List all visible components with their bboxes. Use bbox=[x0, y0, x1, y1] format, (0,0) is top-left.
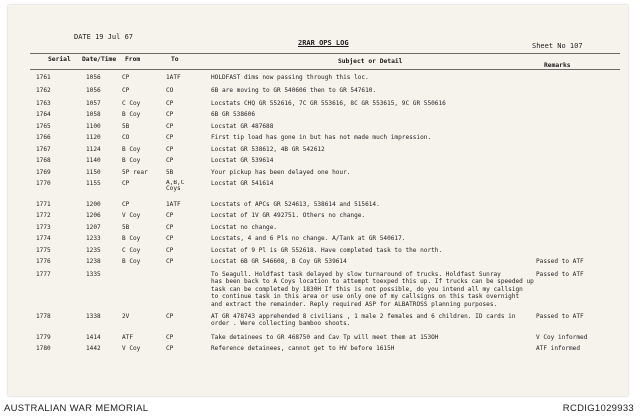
time-cell: 1338 bbox=[86, 313, 101, 320]
time-cell: 1100 bbox=[86, 123, 101, 130]
time-cell: 1200 bbox=[86, 201, 101, 208]
col-datetime: Date/Time bbox=[82, 56, 117, 63]
serial-cell: 1776 bbox=[36, 258, 51, 265]
from-cell: 5B bbox=[122, 123, 130, 130]
detail-cell: Your pickup has been delayed one hour. bbox=[211, 169, 351, 176]
from-cell: B Coy bbox=[122, 258, 141, 265]
time-cell: 1335 bbox=[86, 271, 101, 278]
to-cell: A,B,C Coys bbox=[166, 180, 185, 193]
from-cell: CP bbox=[122, 74, 130, 81]
time-cell: 1058 bbox=[86, 111, 101, 118]
detail-cell: HOLDFAST dims now passing through this loc. bbox=[211, 74, 369, 81]
time-cell: 1057 bbox=[86, 100, 101, 107]
detail-cell: Locstat of 9 Pl is GR 552618. Have completed task to the north. bbox=[211, 247, 443, 254]
serial-cell: 1775 bbox=[36, 247, 51, 254]
detail-cell: Locstat of 1V GR 492751. Others no change. bbox=[211, 212, 366, 219]
time-cell: 1056 bbox=[86, 74, 101, 81]
remarks-cell: Passed to ATF bbox=[536, 313, 584, 320]
serial-cell: 1769 bbox=[36, 169, 51, 176]
from-cell: B Coy bbox=[122, 146, 141, 153]
to-cell: CP bbox=[166, 247, 174, 254]
serial-cell: 1761 bbox=[36, 74, 51, 81]
serial-cell: 1765 bbox=[36, 123, 51, 130]
from-cell: 5P rear bbox=[122, 169, 148, 176]
sheet-number: Sheet No 107 bbox=[532, 42, 583, 50]
detail-cell: Locstat GR 487688 bbox=[211, 123, 274, 130]
detail-cell: Reference detainees, cannot get to HV before 1615H bbox=[211, 345, 395, 352]
to-cell: CP bbox=[166, 313, 174, 320]
time-cell: 1238 bbox=[86, 258, 101, 265]
time-cell: 1124 bbox=[86, 146, 101, 153]
to-cell: CP bbox=[166, 157, 174, 164]
footer-id: RCDIG1029933 bbox=[562, 403, 634, 414]
from-cell: C Coy bbox=[122, 247, 141, 254]
detail-cell: Locstat 6B GR 546608, B Coy GR 539614 bbox=[211, 258, 347, 265]
serial-cell: 1770 bbox=[36, 180, 51, 187]
to-cell: 5B bbox=[166, 169, 174, 176]
detail-cell: AT GR 478743 apprehended 8 civilians , 1 male 2 females and 6 children. ID cards in order . Were collecting bamboo shoots. bbox=[211, 313, 516, 328]
from-cell: V Coy bbox=[122, 212, 141, 219]
to-cell: 1ATF bbox=[166, 74, 181, 81]
time-cell: 1442 bbox=[86, 345, 101, 352]
serial-cell: 1777 bbox=[36, 271, 51, 278]
detail-cell: Locstat no change. bbox=[211, 224, 278, 231]
serial-cell: 1766 bbox=[36, 134, 51, 141]
from-cell: B Coy bbox=[122, 235, 141, 242]
from-cell: CO bbox=[122, 134, 130, 141]
from-cell: 5B bbox=[122, 224, 130, 231]
col-remarks: Remarks bbox=[544, 62, 571, 69]
from-cell: B Coy bbox=[122, 157, 141, 164]
from-cell: B Coy bbox=[122, 111, 141, 118]
from-cell: C Coy bbox=[122, 100, 141, 107]
log-date: DATE 19 Jul 67 bbox=[74, 33, 134, 41]
remarks-cell: ATF informed bbox=[536, 345, 581, 352]
remarks-cell: Passed to ATF bbox=[536, 258, 584, 265]
time-cell: 1155 bbox=[86, 180, 101, 187]
time-cell: 1207 bbox=[86, 224, 101, 231]
serial-cell: 1771 bbox=[36, 201, 51, 208]
time-cell: 1150 bbox=[86, 169, 101, 176]
detail-cell: Locstat GR 539614 bbox=[211, 157, 274, 164]
serial-cell: 1778 bbox=[36, 313, 51, 320]
time-cell: 1056 bbox=[86, 87, 101, 94]
from-cell: 2V bbox=[122, 313, 130, 320]
to-cell: CP bbox=[166, 258, 174, 265]
col-serial: Serial bbox=[48, 56, 71, 63]
serial-cell: 1774 bbox=[36, 235, 51, 242]
serial-cell: 1763 bbox=[36, 100, 51, 107]
serial-cell: 1772 bbox=[36, 212, 51, 219]
time-cell: 1206 bbox=[86, 212, 101, 219]
from-cell: CP bbox=[122, 87, 130, 94]
to-cell: CP bbox=[166, 235, 174, 242]
time-cell: 1120 bbox=[86, 134, 101, 141]
to-cell: CP bbox=[166, 100, 174, 107]
to-cell: 1ATF bbox=[166, 201, 181, 208]
col-to: To bbox=[171, 56, 179, 63]
detail-cell: 6B GR 538606 bbox=[211, 111, 256, 118]
serial-cell: 1764 bbox=[36, 111, 51, 118]
from-cell: CP bbox=[122, 201, 130, 208]
serial-cell: 1762 bbox=[36, 87, 51, 94]
time-cell: 1140 bbox=[86, 157, 101, 164]
col-subject: Subject or Detail bbox=[338, 58, 403, 65]
log-title: 2RAR OPS LOG bbox=[298, 39, 349, 47]
col-from: From bbox=[125, 56, 141, 63]
detail-cell: 6B are moving to GR 540606 then to GR 547610. bbox=[211, 87, 377, 94]
serial-cell: 1780 bbox=[36, 345, 51, 352]
time-cell: 1233 bbox=[86, 235, 101, 242]
detail-cell: First tip load has gone in but has not made much impression. bbox=[211, 134, 432, 141]
to-cell: CO bbox=[166, 87, 174, 94]
to-cell: CP bbox=[166, 334, 174, 341]
serial-cell: 1768 bbox=[36, 157, 51, 164]
from-cell: ATF bbox=[122, 334, 134, 341]
from-cell: V Coy bbox=[122, 345, 141, 352]
detail-cell: Locstat GR 538612, 4B GR 542612 bbox=[211, 146, 325, 153]
to-cell: CP bbox=[166, 123, 174, 130]
serial-cell: 1767 bbox=[36, 146, 51, 153]
serial-cell: 1779 bbox=[36, 334, 51, 341]
remarks-cell: Passed to ATF bbox=[536, 271, 584, 278]
footer-source: AUSTRALIAN WAR MEMORIAL bbox=[4, 403, 149, 414]
detail-cell: To Seagull. Holdfast task delayed by slow turnaround of trucks. Holdfast Sunray has been back to A Coys location to attempt toexped this up. If trucks can be speeded up task can be completed by 1830H If this is not possible, do you intend all my callsign to continue task in this area or use only one of my callsigns on this task overnight and extract the remainder. Reply required ASP for ALBATROSS planning purposes. bbox=[211, 271, 534, 308]
detail-cell: Take detainees to GR 468750 and Cav Tp will meet them at 153OH bbox=[211, 334, 439, 341]
to-cell: CP bbox=[166, 212, 174, 219]
header-rule-top bbox=[30, 53, 620, 54]
from-cell: CP bbox=[122, 180, 130, 187]
to-cell: CP bbox=[166, 146, 174, 153]
detail-cell: Locstat GR 541614 bbox=[211, 180, 274, 187]
to-cell: CP bbox=[166, 111, 174, 118]
remarks-cell: V Coy informed bbox=[536, 334, 588, 341]
to-cell: CP bbox=[166, 134, 174, 141]
serial-cell: 1773 bbox=[36, 224, 51, 231]
to-cell: CP bbox=[166, 224, 174, 231]
time-cell: 1235 bbox=[86, 247, 101, 254]
time-cell: 1414 bbox=[86, 334, 101, 341]
detail-cell: Locstats, 4 and 6 Pls no change. A/Tank at GR 540617. bbox=[211, 235, 406, 242]
log-sheet bbox=[8, 5, 628, 396]
to-cell: CP bbox=[166, 345, 174, 352]
detail-cell: Locstats of APCs GR 524613, 538614 and 515614. bbox=[211, 201, 380, 208]
header-rule-bottom bbox=[30, 69, 620, 70]
detail-cell: Locstats CHQ GR 552616, 7C GR 553616, 8C GR 553615, 9C GR 550616 bbox=[211, 100, 446, 107]
